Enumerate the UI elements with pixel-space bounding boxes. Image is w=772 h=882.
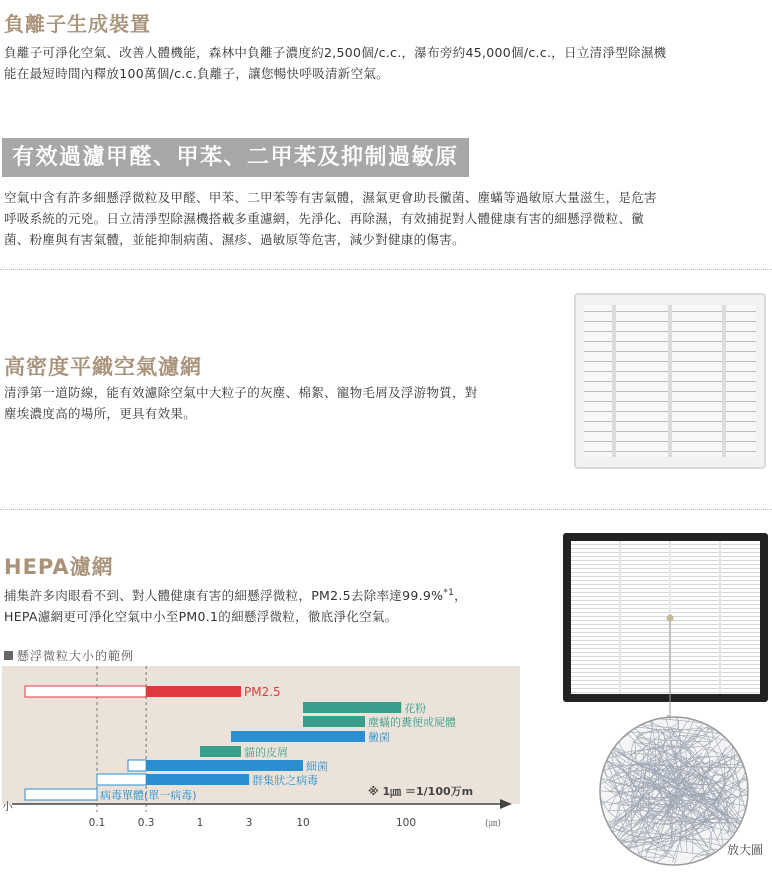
mesh-filter-heading: 高密度平織空氣濾網 [4,355,202,379]
footnote-mark: *1 [443,588,455,598]
x-tick-label: 0.1 [88,817,106,829]
banner-text-line: 呼吸系統的元兇。日立清淨型除濕機搭載多重濾網，先淨化、再除濕，有效捕捉對人體健康有害的細懸浮微粒、黴 [4,211,645,226]
unit-note: ※ 1㎛ ＝1/100万m [368,785,474,798]
bar-label: 群集狀之病毒 [252,774,319,787]
hepa-text-line: HEPA濾網更可淨化空氣中小至PM0.1的細懸浮微粒，徹底淨化空氣。 [4,609,398,625]
bar [146,760,303,771]
mesh-text-line: 塵埃濃度高的場所，更具有效果。 [4,406,197,421]
ion-text-line: 負離子可淨化空氣、改善人體機能，森林中負離子濃度約2,500個/c.c.，瀑布旁約45,000個/c.c.，日立清淨型除濕機 [4,45,667,60]
filter-banner-text [4,187,657,250]
mesh-text-line: 清淨第一道防線，能有效濾除空氣中大粒子的灰塵、棉絮、寵物毛屑及浮游物質，對 [4,385,478,400]
bar [303,716,365,727]
x-tick-label: 100 [395,817,417,829]
zoom-label: 放大圖 [727,843,764,857]
bar [303,702,401,713]
bar [231,731,365,742]
filter-banner-title: 有效過濾甲醛、甲苯、二甲苯及抑制過敏原 [2,138,469,177]
bar-outline [97,774,146,785]
section-divider [0,269,772,270]
chart-title: 懸浮微粒大小的範例 [4,647,134,664]
banner-text-line: 空氣中含有許多細懸浮微粒及甲醛、甲苯、二甲苯等有害氣體，濕氣更會助長黴菌、塵蟎等過敏原大量滋生，是危害 [4,190,657,205]
bar-outline [128,760,146,771]
mesh-filter-image [574,293,766,469]
hepa-text-end: ， [454,588,467,604]
banner-text-line: 菌、粉塵與有害氣體，並能抑制病菌、濕疹、過敏原等危害，減少對健康的傷害。 [4,232,465,247]
bar-label: 貓的皮屑 [243,746,288,759]
mesh-filter-text [4,382,478,424]
hepa-filter-text [4,583,467,627]
bar-label: 花粉 [404,702,427,715]
particle-size-chart [0,664,540,836]
bar [146,686,241,697]
hepa-filter-heading: HEPA濾網 [4,555,114,579]
x-tick-label: 0.3 [137,817,155,829]
x-unit-label: (㎛) [485,819,502,829]
bar [200,746,241,757]
section-divider [0,509,772,510]
x-tick-label: 3 [245,817,253,829]
hepa-text-line: 捕集許多肉眼看不到、對人體健康有害的細懸浮微粒，PM2.5去除率達99.9% [4,588,444,604]
bar-outline [25,789,97,800]
bar [146,774,249,785]
ion-text-line: 能在最短時間內釋放100萬個/c.c.負離子，讓您暢快呼吸清新空氣。 [4,66,389,81]
bar-outline [25,686,146,697]
bar-label: 細菌 [306,760,328,773]
bar-label: 病毒單體(單一病毒) [100,789,197,802]
bar-label: PM2.5 [243,685,281,699]
x-tick-label: 10 [296,817,310,829]
x-tick-label: 1 [196,817,204,829]
axis-start-label: 小 [2,800,13,813]
bar-label: 黴菌 [368,731,391,744]
ion-generator-text [4,42,666,84]
zoom-pointer [663,612,677,722]
bar-label: 塵蟎的糞便或屍體 [368,716,457,729]
ion-generator-heading: 負離子生成裝置 [4,12,151,36]
